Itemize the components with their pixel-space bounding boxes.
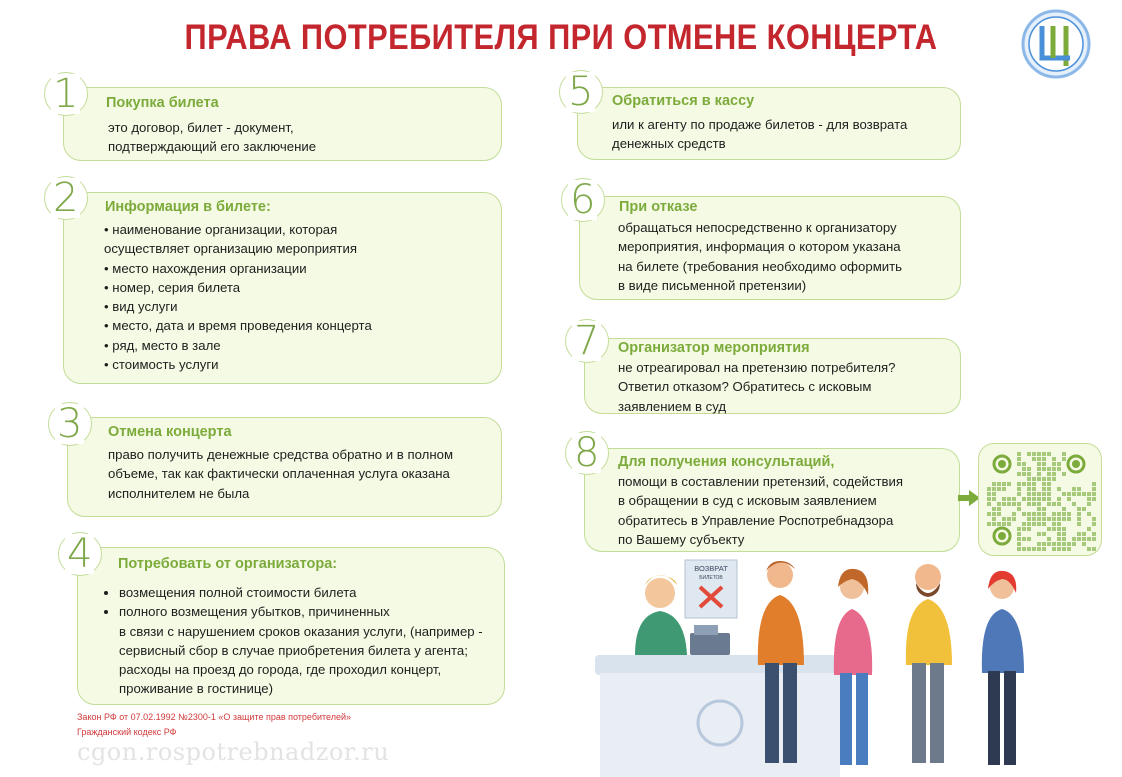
card-3-body: право получить денежные средства обратно и в полном объеме, так как фактически оплаченная услуга оказана исполнителем не была [108, 447, 454, 501]
card-5-number: 5 [568, 69, 594, 115]
svg-text:БИЛЕТОВ: БИЛЕТОВ [699, 575, 723, 581]
law-references [77, 710, 351, 740]
law-line-1: Закон РФ от 07.02.1992 №2300-1 «О защите прав потребителей» [77, 712, 352, 722]
card-6-number: 6 [570, 177, 596, 223]
logo-icon [1020, 8, 1092, 80]
card-4-title: Потребовать от организатора: [118, 556, 338, 572]
card-6-title: При отказе [619, 199, 698, 215]
arrow-right-icon [958, 490, 980, 506]
card-5-title: Обратиться в кассу [612, 93, 755, 109]
card-2-title: Информация в билете: [105, 199, 271, 215]
page-title: ПРАВА ПОТРЕБИТЕЛЯ ПРИ ОТМЕНЕ КОНЦЕРТА [184, 18, 938, 57]
card-8-body: помощи в составлении претензий, содействия в обращении в суд с исковым заявлением обратитесь в Управление Роспотребнадзора по Вашему субъекту [618, 474, 904, 547]
card-7-body: не отреагировал на претензию потребителя? Ответил отказом? Обратитесь с исковым заявлением в суд [618, 360, 896, 414]
list-item: • возмещения полной стоимости билета [119, 583, 519, 602]
card-1-body: это договор, билет - документ, подтверждающий его заключение [108, 120, 317, 155]
list-item: • полного возмещения убытков, причиненных в связи с нарушением сроков оказания услуги, (например - сервисный сбор в случае приобретения билета у агента; расходы на проезд до города, где проходил концерт, проживание в гостинице) [119, 602, 519, 698]
card-7-number: 7 [574, 318, 600, 364]
card-7-title: Организатор мероприятия [618, 340, 810, 356]
svg-text:ВОЗВРАТ: ВОЗВРАТ [694, 564, 728, 573]
card-2-body: • наименование организации, которая осуществляет организацию мероприятия • место нахождения организации • номер, серия билета • вид услуги • место, дата и время проведения концерта • ряд, место в зале • стоимость услуги [104, 222, 372, 373]
website-url[interactable]: cgon.rospotrebnadzor.ru [77, 738, 390, 766]
qr-code-box[interactable] [978, 443, 1102, 556]
qr-code-icon[interactable] [979, 444, 1100, 554]
card-1-title: Покупка билета [106, 95, 219, 111]
card-1-number: 1 [53, 71, 79, 117]
card-6-body: обращаться непосредственно к организатору мероприятия, информация о котором указана на билете (требования необходимо оформить в виде письменной претензии) [618, 220, 903, 293]
card-8-title: Для получения консультаций, [618, 454, 835, 470]
card-8-number: 8 [574, 430, 600, 476]
card-3-title: Отмена концерта [108, 424, 232, 440]
card-5-body: или к агенту по продаже билетов - для возврата денежных средств [612, 117, 908, 152]
cashier-illustration [590, 555, 1090, 777]
card-3-number: 3 [57, 401, 83, 447]
card-4-number: 4 [67, 531, 93, 577]
law-line-2: Гражданский кодекс РФ [77, 727, 177, 737]
card-4-list [101, 583, 519, 699]
card-2-number: 2 [53, 175, 79, 221]
